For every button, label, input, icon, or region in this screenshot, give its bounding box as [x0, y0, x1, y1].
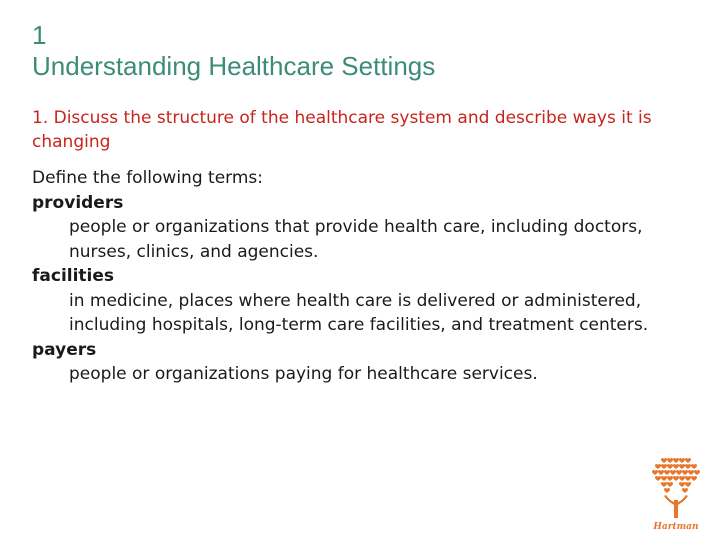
terms-section	[32, 166, 682, 387]
heart-icon	[652, 470, 658, 475]
definition-facilities: in medicine, places where health care is delivered or administered, including hospitals, long-term care facilities, and treatment centers.	[69, 290, 649, 335]
heart-icon	[679, 458, 685, 463]
heart-icon	[673, 476, 679, 481]
heart-icon	[664, 470, 670, 475]
heart-icon	[673, 464, 679, 469]
definition-providers: people or organizations that provide health care, including doctors, nurses, clinics, and agencies.	[69, 217, 643, 262]
term-providers: providers	[32, 192, 124, 213]
heart-icon	[676, 470, 682, 475]
heart-icon	[667, 464, 673, 469]
heart-icon	[685, 476, 691, 481]
heart-icon	[661, 458, 667, 463]
heart-icon	[664, 488, 670, 493]
heart-icon	[679, 482, 685, 487]
heart-icon	[655, 464, 661, 469]
heart-icon	[685, 482, 691, 487]
heart-icon	[691, 476, 697, 481]
heart-icon	[661, 482, 667, 487]
definition-payers: people or organizations paying for healthcare services.	[69, 364, 538, 384]
heart-icon	[679, 464, 685, 469]
heart-icon	[655, 476, 661, 481]
learning-objective: 1. Discuss the structure of the healthcare system and describe ways it is changing	[32, 108, 652, 152]
heart-icon	[694, 470, 700, 475]
term-payers: payers	[32, 339, 97, 360]
heart-icon	[682, 488, 688, 493]
heart-icon	[661, 476, 667, 481]
logo-text: Hartman	[653, 522, 699, 532]
heart-icon	[673, 458, 679, 463]
heart-tree-icon	[652, 458, 700, 518]
heart-icon	[682, 470, 688, 475]
heart-icon	[688, 470, 694, 475]
heart-icon	[667, 476, 673, 481]
heart-icon	[658, 470, 664, 475]
heart-icon	[670, 470, 676, 475]
heart-icon	[667, 482, 673, 487]
slide-title	[32, 20, 435, 82]
heart-icon	[685, 464, 691, 469]
chapter-title: Understanding Healthcare Settings	[32, 51, 436, 81]
hartman-logo	[644, 456, 708, 532]
heart-icon	[661, 464, 667, 469]
chapter-number: 1	[32, 20, 47, 50]
heart-icon	[685, 458, 691, 463]
heart-icon	[679, 476, 685, 481]
term-facilities: facilities	[32, 266, 115, 286]
terms-intro: Define the following terms:	[32, 168, 263, 188]
heart-icon	[691, 464, 697, 469]
heart-icon	[667, 458, 673, 463]
